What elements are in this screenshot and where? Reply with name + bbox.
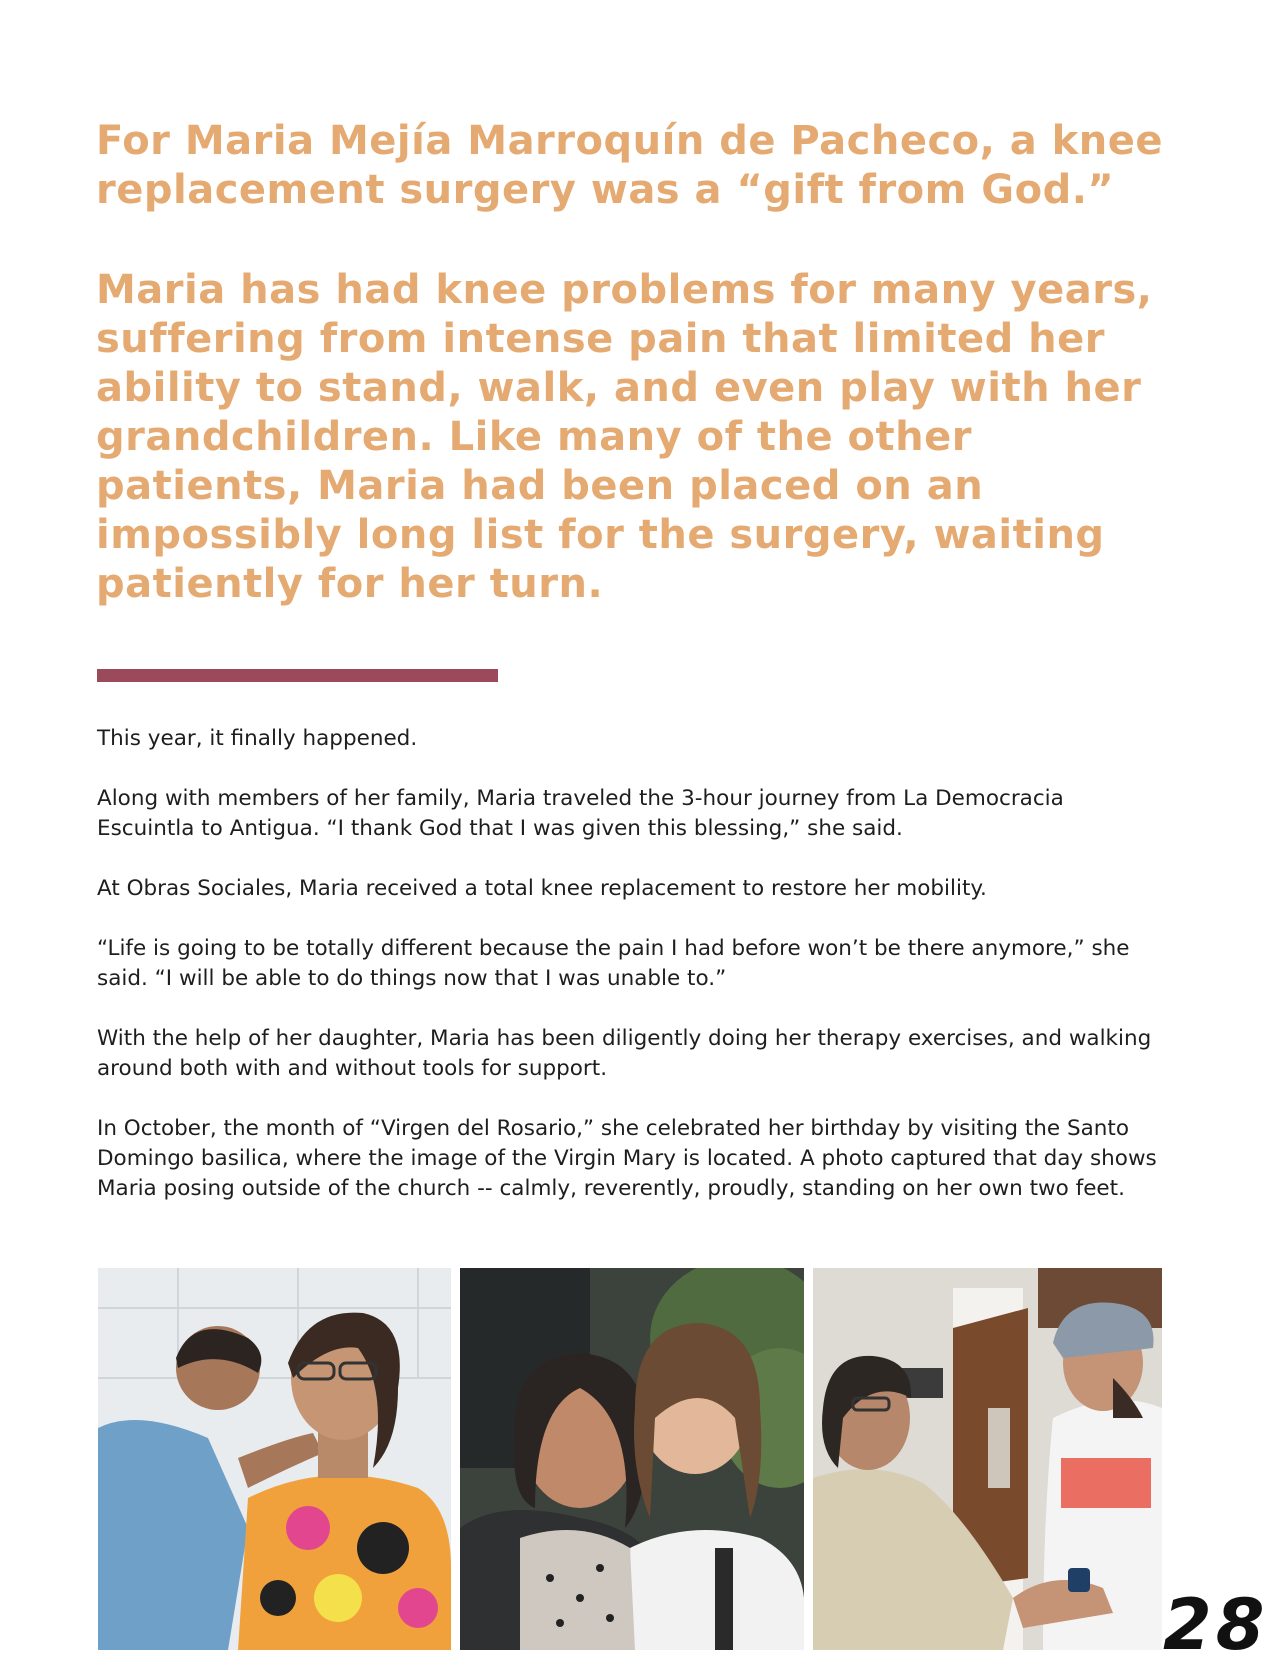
- body-paragraph-1: This year, it finally happened.: [97, 726, 418, 751]
- body-paragraph-2: Along with members of her family, Maria traveled the 3-hour journey from La Democracia Escuintla to Antigua. “I thank God that I was given this blessing,” she said.: [97, 786, 1064, 841]
- body-paragraph-4: “Life is going to be totally different because the pain I had before won’t be there anymore,” she said. “I will be able to do things now that I was unable to.”: [97, 936, 1130, 991]
- headline-summary: Maria has had knee problems for many years, suffering from intense pain that limited her ability to stand, walk, and even play with her grandchildren. Like many of the other patients, Maria had been placed on an impossibly long list for the surgery, waiting patiently for her turn.: [96, 267, 1153, 607]
- headline-intro: For Maria Mejía Marroquín de Pacheco, a knee replacement surgery was a “gift from God.”: [96, 118, 1164, 213]
- photo-doctor-examining-patient: [98, 1268, 451, 1650]
- photo-maria-with-volunteer: [460, 1268, 804, 1650]
- article-body: [97, 724, 1167, 1234]
- photo-patient-with-therapist-art: [813, 1268, 1162, 1650]
- body-paragraph-3: At Obras Sociales, Maria received a total knee replacement to restore her mobility.: [97, 876, 987, 901]
- page-number: 28: [1163, 1584, 1269, 1666]
- body-paragraph-5: With the help of her daughter, Maria has been diligently doing her therapy exercises, and walking around both with and without tools for support.: [97, 1026, 1152, 1081]
- section-divider: [97, 669, 498, 682]
- photo-patient-with-therapist: [813, 1268, 1162, 1650]
- photo-maria-with-volunteer-art: [460, 1268, 804, 1650]
- photo-doctor-examining-patient-art: [98, 1268, 451, 1650]
- body-paragraph-6: In October, the month of “Virgen del Rosario,” she celebrated her birthday by visiting the Santo Domingo basilica, where the image of the Virgin Mary is located. A photo captured that day shows Maria posing outside of the church -- calmly, reverently, proudly, standing on her own two feet.: [97, 1116, 1157, 1201]
